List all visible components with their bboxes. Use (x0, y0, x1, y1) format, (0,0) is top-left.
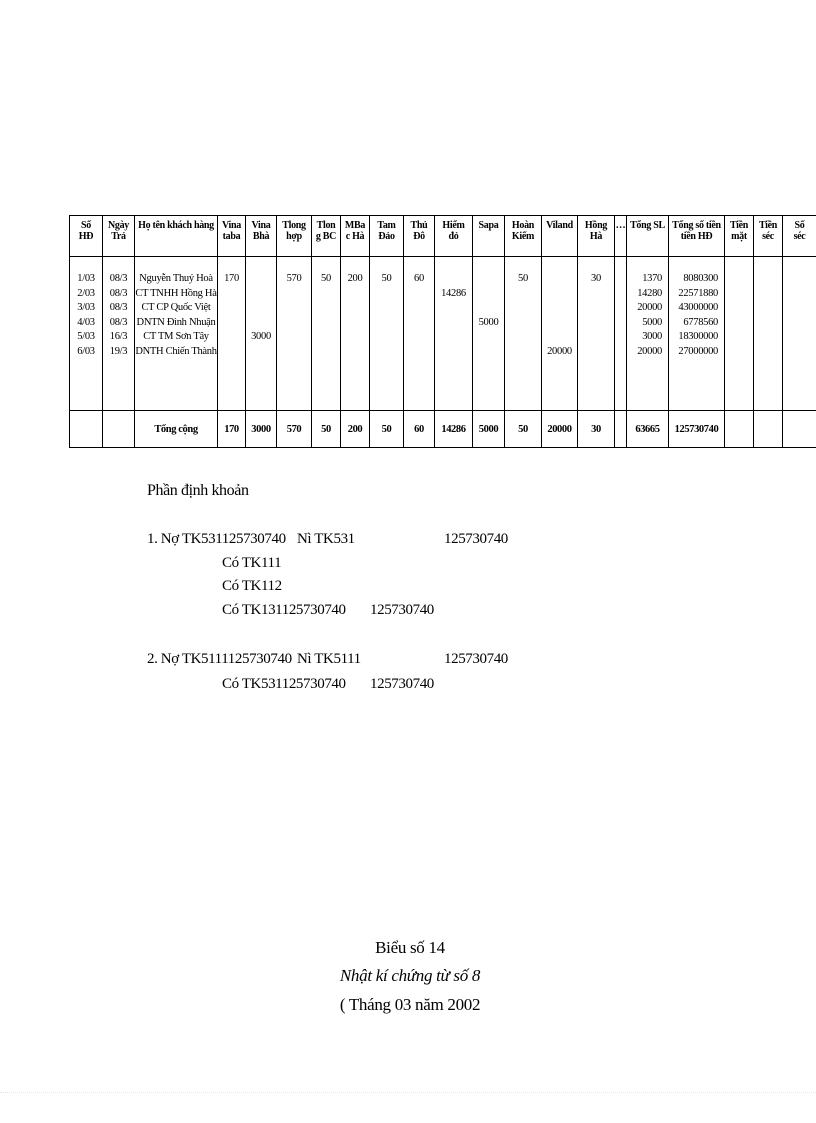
cell-value: 2/03 (77, 287, 95, 299)
header-text: Tlong (282, 220, 306, 231)
total-sapa: 5000 (473, 411, 505, 448)
header-text: Tam (377, 220, 396, 231)
total-tlonghop: 570 (277, 411, 312, 448)
cell-value: 3/03 (77, 302, 95, 314)
cell-value: 170 (224, 273, 239, 284)
header-text: taba (222, 231, 241, 242)
cell-value: 20000 (637, 345, 662, 357)
cell-value: 16/3 (109, 331, 128, 343)
cell-value: 20000 (547, 345, 572, 357)
cell-value: 50 (518, 273, 528, 284)
cell-value: 3000 (642, 331, 662, 343)
cell-value: 60 (414, 273, 424, 284)
header-text: séc (762, 231, 774, 242)
cell-value: 200 (347, 273, 363, 284)
form-number: Biểu số 14 (375, 938, 445, 957)
header-text: Số (794, 220, 805, 231)
entry1-amount: 125730740 (444, 531, 508, 547)
cell-value: 14280 (637, 287, 662, 299)
total-hiemdo: 14286 (435, 411, 473, 448)
grand-total-amount: 125730740 (669, 411, 725, 448)
cell-value: CT CP Quốc Việt (141, 302, 211, 314)
header-text: Họ tên khách hàng (138, 220, 214, 231)
header-text: g BC (315, 231, 337, 242)
header-text: c Hà (345, 231, 365, 242)
cell-value: DNTH Chiến Thành (135, 345, 217, 357)
cell-value: 20000 (637, 302, 662, 314)
header-text: Ngày (107, 220, 130, 231)
header-text: tiền HĐ (680, 231, 713, 242)
cell-value: 5000 (478, 316, 499, 328)
entry1-credit-tk131: Có TK131125730740 (222, 602, 346, 618)
entry1-credit-tk131-amount: 125730740 (370, 602, 434, 618)
header-text: mặt (731, 231, 747, 242)
cell-value: 8080300 (683, 273, 718, 284)
cell-value: 6778560 (683, 316, 718, 328)
cell-value: 08/3 (109, 316, 128, 328)
cell-value: 43000000 (678, 302, 718, 314)
cell-value: Nguyễn Thuý Hoà (139, 273, 213, 284)
cell-value: 3000 (251, 331, 271, 343)
header-text: đỏ (448, 231, 459, 242)
total-vinataba: 170 (218, 411, 246, 448)
header-text: Đảo (378, 231, 395, 242)
entry2-credit-tk531-amount: 125730740 (370, 676, 434, 692)
cell-value: 08/3 (109, 273, 128, 284)
page-divider (0, 1092, 816, 1093)
journal-title: Nhật kí chứng từ số 8 (339, 966, 481, 985)
entry1-credit-tk111: Có TK111 (222, 555, 282, 571)
header-text: Tổng số tiền (672, 220, 721, 231)
cell-value: 27000000 (678, 345, 718, 357)
header-text: Đô (413, 231, 425, 242)
cell-value: CT TNHH Hồng Hà (135, 287, 217, 299)
header-text: Tổng SL (630, 220, 665, 231)
header-text: … (615, 220, 626, 231)
cell-value: 50 (381, 273, 392, 284)
total-tlongbc: 50 (312, 411, 341, 448)
header-text: Tiền (758, 220, 778, 231)
header-text: Hồng (584, 220, 608, 231)
cell-value: 1370 (642, 273, 662, 284)
cell-value: CT TM Sơn Tây (143, 331, 209, 343)
cell-value: 18300000 (678, 331, 718, 343)
header-text: Bhà (252, 231, 270, 242)
header-text: Trả (111, 231, 126, 242)
cell-value: 5/03 (77, 331, 95, 343)
header-text: Hiểm (442, 220, 465, 231)
total-vinabha: 3000 (246, 411, 277, 448)
header-text: Sapa (478, 220, 499, 231)
header-text: Vina (251, 220, 271, 231)
cell-value: 08/3 (109, 302, 128, 314)
section-title: Phần định khoản (147, 482, 249, 499)
header-text: HĐ (78, 231, 94, 242)
cell-value: 6/03 (77, 345, 95, 357)
total-hoankiem: 50 (505, 411, 542, 448)
total-thudo: 60 (404, 411, 435, 448)
cell-value: 5000 (642, 316, 662, 328)
entry2-credit-tk531: Có TK531125730740 (222, 676, 346, 692)
grand-total-quantity: 63665 (627, 411, 669, 448)
header-text: Tlon (316, 220, 336, 231)
entry1-note: Nì TK531 (297, 531, 355, 547)
cell-value: 570 (286, 273, 302, 284)
header-text: Hà (589, 231, 603, 242)
header-text: Thủ (410, 220, 428, 231)
total-mbacha: 200 (341, 411, 370, 448)
total-tamdao: 50 (370, 411, 404, 448)
entry2-debit: 2. Nợ TK5111125730740 (147, 651, 292, 667)
cell-value: 30 (591, 273, 601, 284)
header-text: Viland (546, 220, 573, 231)
header-text: Số (81, 220, 91, 231)
cell-value: 19/3 (109, 345, 128, 357)
entry1-credit-tk112: Có TK112 (222, 578, 282, 594)
entry2-amount: 125730740 (444, 651, 508, 667)
cell-value: 50 (321, 273, 331, 284)
total-hongha: 30 (578, 411, 615, 448)
cell-value: 08/3 (109, 287, 128, 299)
entry2-note: Nì TK5111 (297, 651, 361, 667)
total-label: Tổng cộng (135, 411, 218, 448)
cell-value: 22571880 (678, 287, 718, 299)
header-text: séc (793, 231, 806, 242)
period: ( Tháng 03 năm 2002 (339, 995, 481, 1014)
cell-value: 1/03 (77, 273, 95, 284)
cell-value: 4/03 (77, 316, 95, 328)
entry1-debit: 1. Nợ TK531125730740 (147, 531, 286, 547)
cell-value: DNTN Đình Nhuận (136, 316, 216, 328)
cell-value: 14286 (441, 287, 466, 299)
header-text: Tiền (729, 220, 749, 231)
header-text: Kiếm (511, 231, 535, 242)
header-text: Hoàn (511, 220, 535, 231)
header-text: hợp (286, 231, 302, 242)
header-text: MBa (344, 220, 366, 231)
total-viland: 20000 (542, 411, 578, 448)
header-text: Vina (222, 220, 241, 231)
